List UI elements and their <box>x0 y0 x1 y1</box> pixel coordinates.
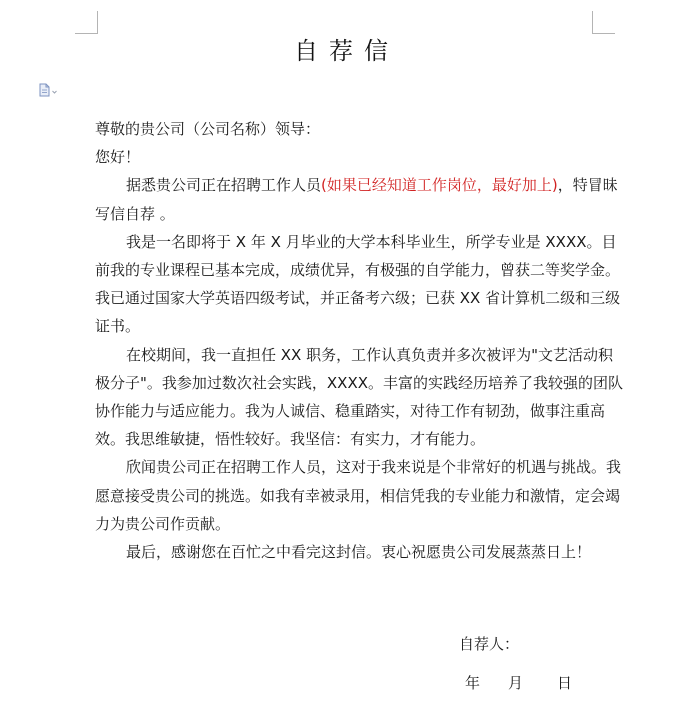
salutation: 尊敬的贵公司（公司名称）领导： <box>95 120 321 138</box>
greeting: 您好！ <box>95 148 141 167</box>
letter-title: 自荐信 <box>294 37 399 65</box>
document-icon[interactable] <box>38 82 60 96</box>
paragraph-education: 我是一名即将于 X 年 X 月毕业的大学本科毕业生，所学专业是 XXXX。目前我的专业课程已基本完成，成绩优异，有极强的自学能力，曾获二等奖学金。我已通过国家大学英语四级考试，并正备考六级；已获 XX 省计算机二级和三级证书。 <box>95 232 621 336</box>
letter-body <box>95 115 625 566</box>
paragraph-intro-start: 据悉贵公司正在招聘工作人员 <box>126 176 322 195</box>
date-line <box>465 669 572 697</box>
paragraph-intro <box>95 171 625 227</box>
paragraph-motivation: 欣闻贵公司正在招聘工作人员，这对于我来说是个非常好的机遇与挑战。我愿意接受贵公司的挑选。如我有幸被录用，相信凭我的专业能力和激情，定会竭力为贵公司作贡献。 <box>95 458 622 533</box>
date-month: 月 <box>508 674 524 692</box>
paragraph-closing: 最后，感谢您在百忙之中看完这封信。衷心祝愿贵公司发展蒸蒸日上！ <box>126 543 592 562</box>
paragraph-intro-end: ，特冒昧写信自荐 。 <box>95 176 618 223</box>
paragraph-experience: 在校期间，我一直担任 XX 职务，工作认真负责并多次被评为"文艺活动积极分子"。我参加过数次社会实践，XXXX。丰富的实践经历培养了我较强的团队协作能力与适应能力。我为人诚信、稳重踏实，对待工作有韧劲，做事注重高效。我思维敏捷，悟性较好。我坚信：有实力，才有能力。 <box>95 345 624 449</box>
date-day: 日 <box>557 674 573 692</box>
top-right-margin-mark <box>592 11 615 34</box>
date-year: 年 <box>465 674 481 692</box>
highlighted-note: (如果已经知道工作岗位，最好加上) <box>321 176 558 195</box>
top-left-margin-mark <box>75 11 98 34</box>
signature-label: 自荐人： <box>459 635 520 653</box>
